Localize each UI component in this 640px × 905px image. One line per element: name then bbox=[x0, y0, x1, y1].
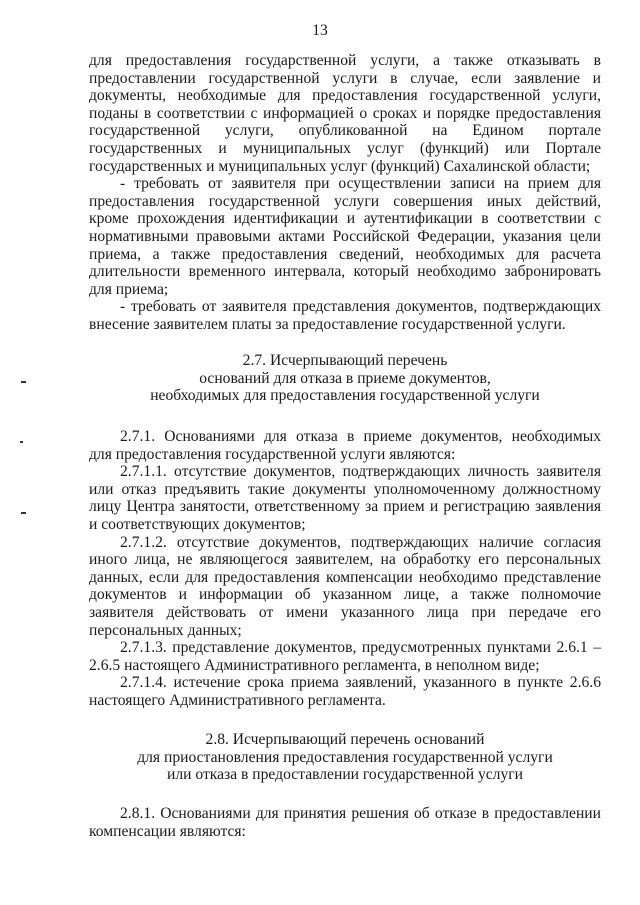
text-line: документов и информации об указанном лице, а также полномочие bbox=[89, 586, 601, 604]
heading-line: необходимых для предоставления государственной услуги bbox=[150, 387, 540, 405]
text-line: государственных и муниципальных услуг (функций) или Портале bbox=[89, 139, 601, 157]
margin-mark bbox=[21, 512, 26, 514]
paragraph-block-2-7-1 bbox=[89, 428, 601, 710]
text-line: поданы в соответствии с информацией о сроках и порядке предоставления bbox=[89, 104, 601, 122]
text-line: государственной услуги, опубликованной на Едином портале bbox=[89, 122, 601, 140]
text-line: для приема; bbox=[89, 280, 169, 298]
text-line: иного лица, не являющегося заявителем, на обработку его персональных bbox=[89, 551, 601, 569]
text-line: данных, если для предоставления компенсации необходимо представление bbox=[89, 568, 601, 586]
heading-line: или отказа в предоставлении государственной услуги bbox=[167, 766, 523, 784]
text-line: 2.8.1. Основаниями для принятия решения об отказе в предоставлении bbox=[120, 805, 601, 822]
text-line: государственных и муниципальных услуг (функций) Сахалинской области; bbox=[89, 157, 591, 175]
text-line: внесение заявителем платы за предоставление государственной услуги. bbox=[89, 315, 566, 333]
text-line: для предоставления государственной услуги являются: bbox=[89, 445, 456, 463]
text-line: или отказ предъявить такие документы уполномоченному должностному bbox=[89, 480, 601, 498]
text-line: предоставлении государственной услуги в случае, если заявление и bbox=[89, 69, 601, 87]
text-line: лицу Центра занятости, ответственному за прием и регистрацию заявления bbox=[89, 498, 601, 516]
text-line: кроме прохождения идентификации и аутентификации в соответствии с bbox=[89, 210, 601, 228]
page-number: 13 bbox=[312, 22, 328, 39]
text-line: 2.7.1.4. истечение срока приема заявлений, указанного в пункте 2.6.6 bbox=[120, 674, 601, 692]
text-line: документы, необходимые для предоставления государственной услуги, bbox=[89, 87, 601, 105]
text-line: 2.6.5 настоящего Административного регламента, в неполном виде; bbox=[89, 656, 540, 674]
text-line: приема, а также предоставления сведений, необходимых для расчета bbox=[89, 245, 601, 263]
text-line: настоящего Административного регламента. bbox=[89, 691, 386, 709]
heading-line: 2.7. Исчерпывающий перечень bbox=[242, 352, 448, 369]
section-heading-2-8 bbox=[89, 731, 601, 784]
paragraph-block-2-8-1 bbox=[89, 805, 601, 840]
text-line: нормативными правовыми актами Российской Федерации, указания цели bbox=[89, 227, 601, 245]
margin-mark bbox=[21, 381, 26, 383]
heading-line: оснований для отказа в приеме документов, bbox=[199, 369, 491, 387]
text-line: для предоставления государственной услуги, а также отказывать в bbox=[89, 52, 601, 69]
text-line: предоставления государственной услуги совершения иных действий, bbox=[89, 192, 601, 210]
text-line: - требовать от заявителя представления документов, подтверждающих bbox=[120, 298, 601, 316]
text-line: 2.7.1. Основаниями для отказа в приеме документов, необходимых bbox=[120, 428, 601, 445]
text-line: 2.7.1.2. отсутствие документов, подтверждающих наличие согласия bbox=[120, 533, 601, 551]
text-line: компенсации являются: bbox=[89, 822, 246, 840]
section-heading-2-7 bbox=[89, 352, 601, 405]
text-line: заявителя действовать от имени указанного лица при передаче его bbox=[89, 603, 601, 621]
text-line: и соответствующих документов; bbox=[89, 515, 306, 533]
margin-mark bbox=[20, 441, 23, 443]
text-line: 2.7.1.3. представление документов, предусмотренных пунктами 2.6.1 – bbox=[120, 639, 601, 657]
text-line: 2.7.1.1. отсутствие документов, подтверждающих личность заявителя bbox=[120, 463, 601, 481]
paragraph-block-prohibitions bbox=[89, 52, 601, 334]
heading-line: для приостановления предоставления государственной услуги bbox=[137, 748, 553, 766]
text-line: персональных данных; bbox=[89, 621, 242, 639]
text-line: - требовать от заявителя при осуществлении записи на прием для bbox=[120, 175, 601, 193]
text-line: длительности временного интервала, который необходимо забронировать bbox=[89, 263, 601, 281]
heading-line: 2.8. Исчерпывающий перечень оснований bbox=[205, 731, 485, 748]
